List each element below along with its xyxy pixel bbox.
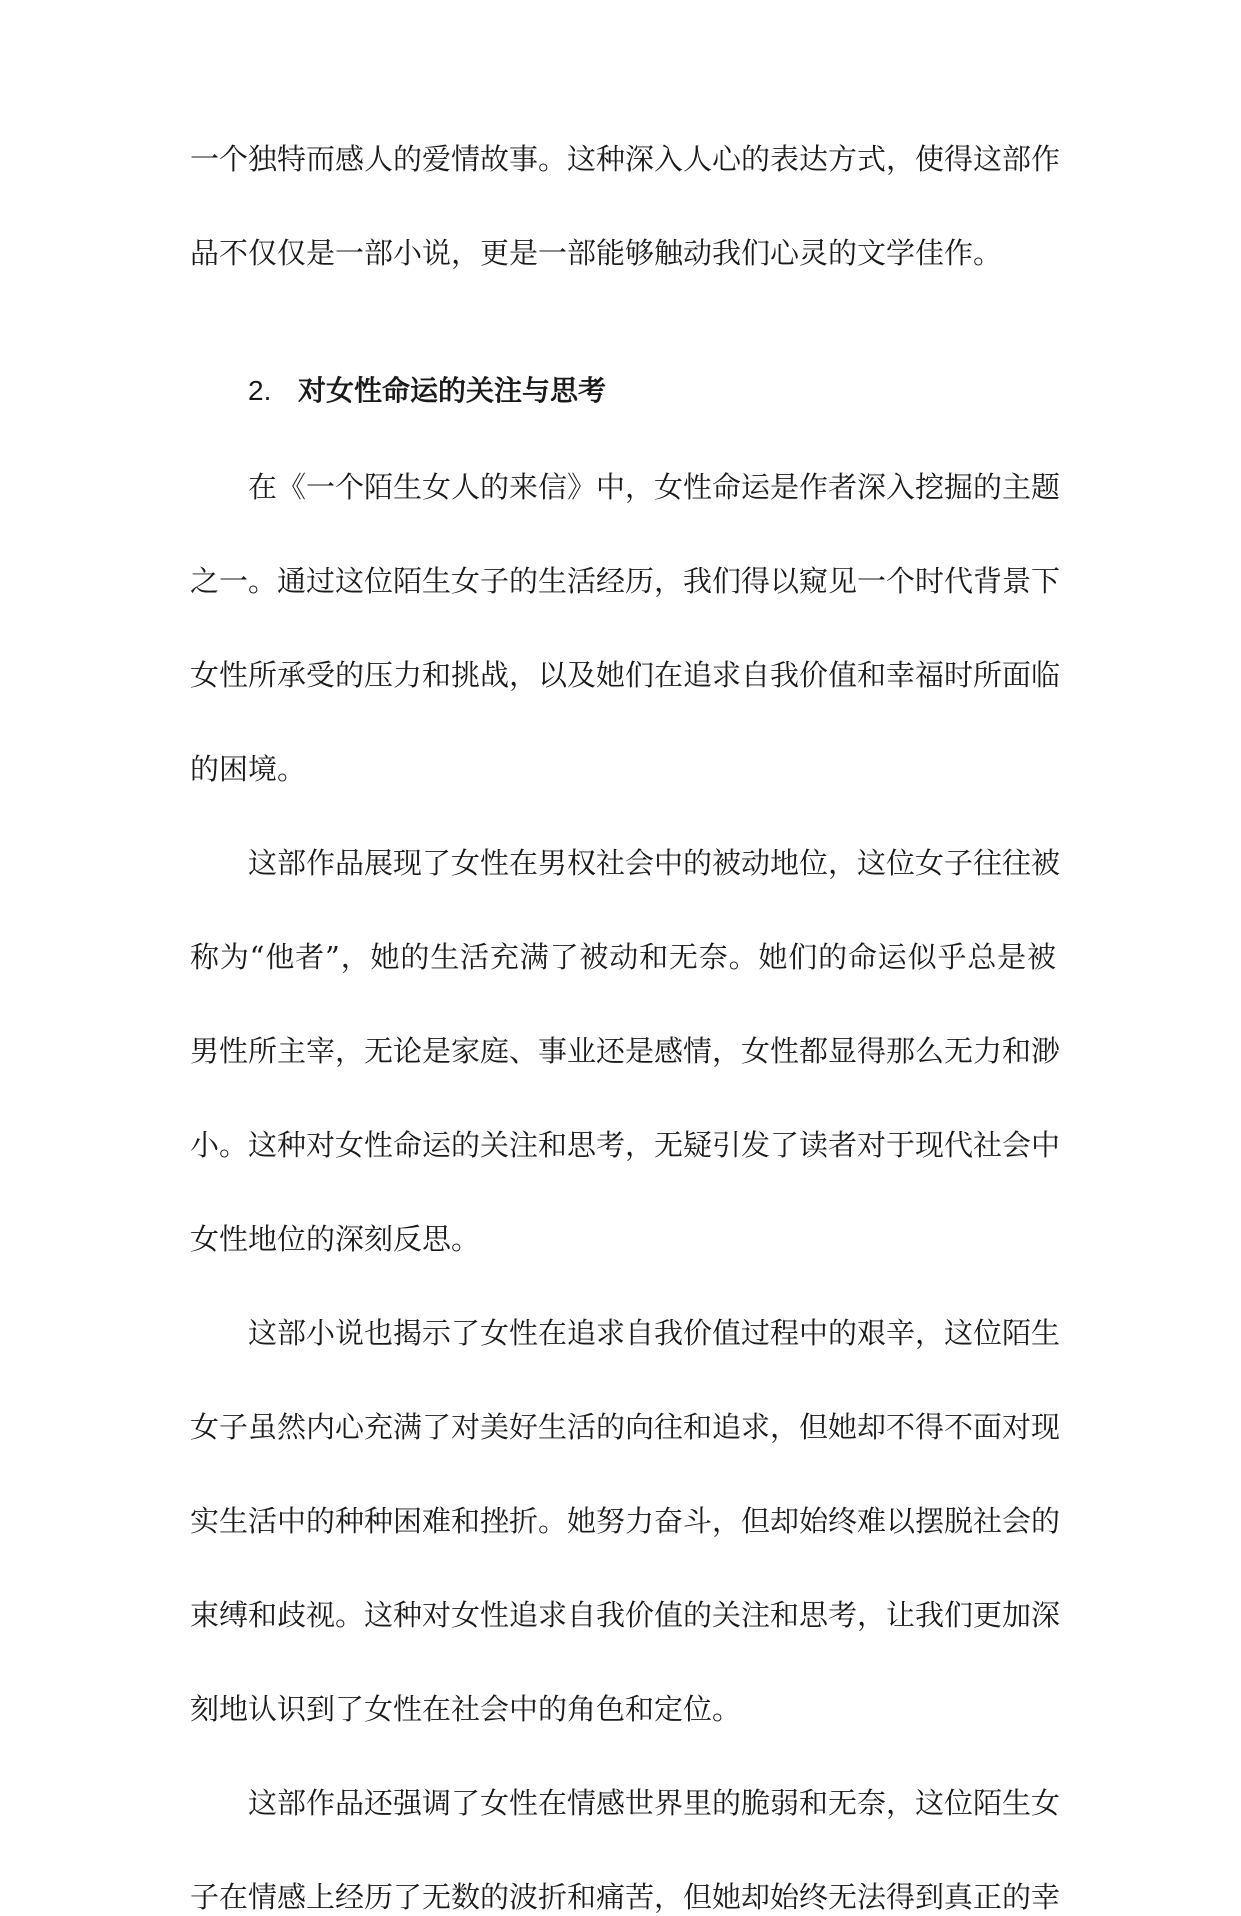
paragraph-line: 称为“他者”，她的生活充满了被动和无奈。她们的命运似乎总是被 xyxy=(190,940,1056,974)
section-number: 2. xyxy=(248,375,272,406)
paragraph-line: 一个独特而感人的爱情故事。这种深入人心的表达方式，使得这部作 xyxy=(190,142,1061,176)
continued-paragraph xyxy=(190,140,1061,272)
section-title: 对女性命运的关注与思考 xyxy=(298,374,607,407)
paragraph-line: 束缚和歧视。这种对女性追求自我价值的关注和思考，让我们更加深 xyxy=(190,1598,1061,1632)
paragraph-line: 男性所主宰，无论是家庭、事业还是感情，女性都显得那么无力和渺 xyxy=(190,1034,1061,1068)
paragraph xyxy=(190,1784,1061,1916)
paragraph-line: 的困境。 xyxy=(190,752,307,786)
paragraph-line: 子在情感上经历了无数的波折和痛苦，但她却始终无法得到真正的幸 xyxy=(190,1880,1061,1914)
paragraph xyxy=(190,1314,1061,1728)
paragraph-line: 女性所承受的压力和挑战，以及她们在追求自我价值和幸福时所面临 xyxy=(190,658,1061,692)
section-heading xyxy=(190,372,1056,410)
paragraph-line: 女性地位的深刻反思。 xyxy=(190,1222,481,1256)
paragraph-line: 品不仅仅是一部小说，更是一部能够触动我们心灵的文学佳作。 xyxy=(190,236,1003,270)
paragraph xyxy=(190,844,1061,1258)
paragraph-line: 刻地认识到了女性在社会中的角色和定位。 xyxy=(190,1692,742,1726)
paragraph-line: 这部作品展现了女性在男权社会中的被动地位，这位女子往往被 xyxy=(248,846,1061,880)
paragraph-line: 小。这种对女性命运的关注和思考，无疑引发了读者对于现代社会中 xyxy=(190,1128,1061,1162)
paragraph-line: 这部小说也揭示了女性在追求自我价值过程中的艰辛，这位陌生 xyxy=(248,1316,1061,1350)
document-page xyxy=(190,140,1061,1916)
paragraph-line: 这部作品还强调了女性在情感世界里的脆弱和无奈，这位陌生女 xyxy=(248,1786,1061,1820)
paragraph-line: 之一。通过这位陌生女子的生活经历，我们得以窥见一个时代背景下 xyxy=(190,564,1061,598)
paragraph-line: 女子虽然内心充满了对美好生活的向往和追求，但她却不得不面对现 xyxy=(190,1410,1061,1444)
paragraph-line: 在《一个陌生女人的来信》中，女性命运是作者深入挖掘的主题 xyxy=(248,470,1061,504)
paragraph xyxy=(190,468,1061,788)
paragraph-line: 实生活中的种种困难和挫折。她努力奋斗，但却始终难以摆脱社会的 xyxy=(190,1504,1061,1538)
